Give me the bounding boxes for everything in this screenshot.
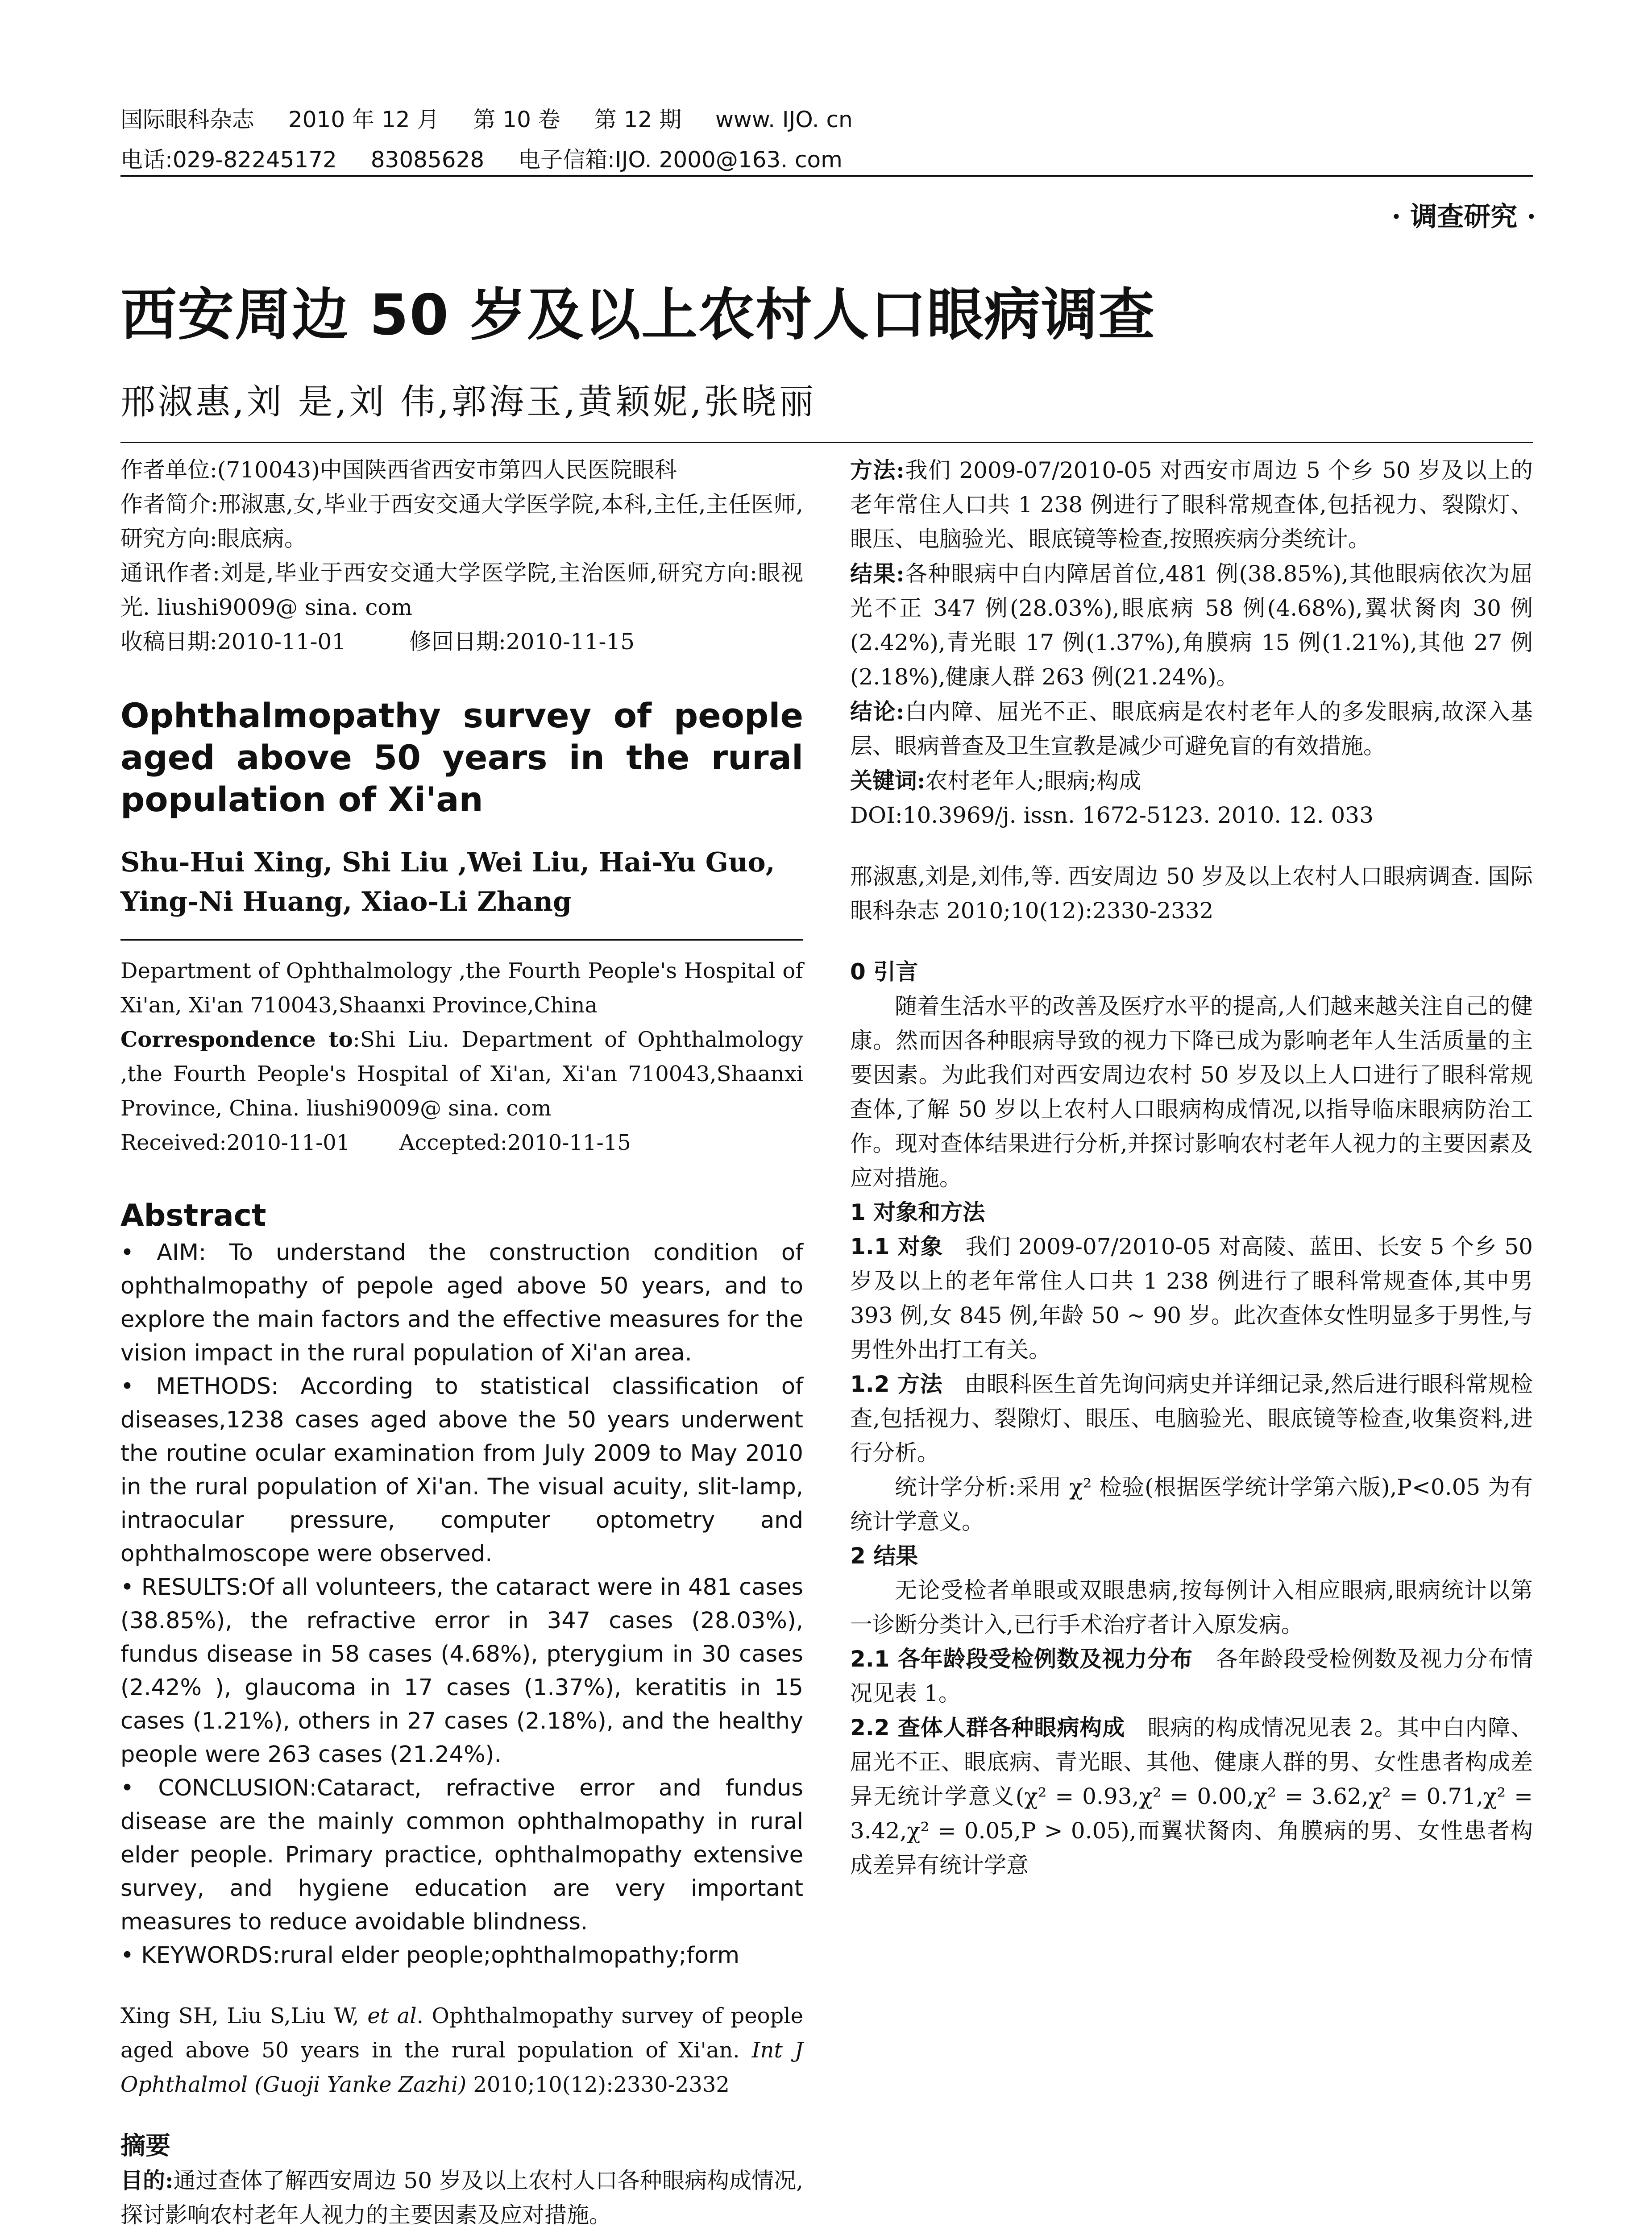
phone-secondary: 83085628: [370, 147, 485, 173]
authors-cn: 邢淑惠,刘 是,刘 伟,郭海玉,黄颖妮,张晓丽: [120, 382, 817, 422]
correspondence-en: [120, 1023, 803, 1126]
zh-results-text: 各种眼病中白内障居首位,481 例(38.85%),其他眼病依次为屈光不正 347 例(28.03%),眼底病 58 例(4.68%),翼状胬肉 30 例(2.42%),青光眼 17 例(1.37%),角膜病 15 例(1.21%),其他 27 例(2.18%),健康人群 263 例(21.24%)。: [850, 561, 1533, 690]
section-2-1-text: 各年龄段受检例数及视力分布情况见表 1。: [850, 1646, 1533, 1706]
affiliation-en: Department of Ophthalmology ,the Fourth People's Hospital of Xi'an, Xi'an 710043,Shaanxi Province,China: [120, 958, 803, 1018]
accepted-date-en: Accepted:2010-11-15: [399, 1130, 631, 1155]
section-1-1: [850, 1230, 1533, 1367]
zh-conclusion-text: 白内障、屈光不正、眼底病是农村老年人的多发眼病,故深入基层、眼病普查及卫生宣教是减少可避免盲的有效措施。: [850, 699, 1533, 759]
received-date-cn: 收稿日期:2010-11-01: [120, 629, 346, 655]
section-1-1-text: 我们 2009-07/2010-05 对高陵、蓝田、长安 5 个乡 50 岁及以上的老年常住人口共 1 238 例进行了眼科常规查体,其中男 393 例,女 845 例,年龄 50 ~ 90 岁。此次查体女性明显多于男性,与男性外出打工有关。: [850, 1234, 1533, 1363]
citation-en-title: . Ophthalmopathy survey of people aged above 50 years in the rural population of Xi'an.: [120, 2003, 804, 2063]
abstract-heading: Abstract: [120, 1198, 266, 1233]
author-bio: 作者简介:邢淑惠,女,毕业于西安交通大学医学院,本科,主任,主任医师,研究方向:眼底病。: [120, 491, 803, 552]
issue-date: 2010 年 12 月: [288, 107, 440, 133]
zh-aim-label: 目的:: [120, 2167, 174, 2194]
phone: 电话:029-82245172: [120, 147, 337, 173]
abstract-results: • RESULTS:Of all volunteers, the cataract were in 481 cases (38.85%), the refractive error in 347 cases (28.03%), fundus disease in 58 cases (4.68%), pterygium in 30 cases (2.42% ), glaucoma in 17 cases (1.37%), keratitis in 15 cases (1.21%), others in 27 cases (2.18%), and the healthy people were 263 cases (21.24%).: [120, 1574, 803, 1768]
zh-conclusion-label: 结论:: [850, 698, 905, 725]
section-2-2-label: 2.2 查体人群各种眼病构成: [850, 1715, 1125, 1741]
citation-en: [120, 1999, 803, 2102]
article-title-cn: 西安周边 50 岁及以上农村人口眼病调查: [120, 282, 1156, 348]
left-column: [120, 453, 803, 2231]
zh-keywords-text: 农村老年人;眼病;构成: [925, 768, 1141, 794]
email: 电子信箱:IJO. 2000@163. com: [518, 147, 843, 173]
zh-abstract-conclusion: [850, 694, 1533, 763]
website: www. IJO. cn: [715, 107, 853, 133]
section-2-2: [850, 1711, 1533, 1883]
zh-results-label: 结果:: [850, 560, 905, 587]
citation-en-authors: Xing SH, Liu S,Liu W,: [120, 2003, 359, 2028]
dates-cn: [120, 625, 803, 659]
dates-en: [120, 1126, 803, 1160]
section-1-2-stat: 统计学分析:采用 χ² 检验(根据医学统计学第六版),P<0.05 为有统计学意义。: [850, 1474, 1533, 1534]
article-title-en: Ophthalmopathy survey of people aged above 50 years in the rural population of Xi'an: [120, 696, 803, 819]
revised-date-cn: 修回日期:2010-11-15: [409, 629, 635, 655]
volume: 第 10 卷: [473, 107, 560, 133]
citation-en-volume: 2010;10(12):2330-2332: [473, 2072, 730, 2097]
correspondence-text: :Shi Liu. Department of Ophthalmology ,the Fourth People's Hospital of Xi'an, Xi'an 710043,Shaanxi Province, China. liushi9009@ sina. com: [120, 1027, 804, 1121]
zh-methods-label: 方法:: [850, 457, 905, 483]
section-2-1-label: 2.1 各年龄段受检例数及视力分布: [850, 1646, 1193, 1672]
journal-name: 国际眼科杂志: [120, 107, 254, 133]
received-date-en: Received:2010-11-01: [120, 1130, 350, 1155]
zh-abstract-keywords: [850, 763, 1533, 798]
header-rule: [120, 175, 1533, 177]
section-0-text: 随着生活水平的改善及医疗水平的提高,人们越来越关注自己的健康。然而因各种眼病导致的视力下降已成为影响老年人生活质量的主要因素。为此我们对西安周边农村 50 岁及以上人口进行了眼科常规查体,了解 50 岁以上农村人口眼病构成情况,以指导临床眼病防治工作。现对查体结果进行分析,并探讨影响农村老年人视力的主要因素及应对措施。: [850, 993, 1533, 1191]
running-header-line2: [120, 142, 869, 174]
title-rule: [120, 442, 1533, 443]
zh-abstract-methods: [850, 453, 1533, 556]
zh-abstract-heading: 摘要: [120, 2131, 170, 2161]
section-1-1-label: 1.1 对象: [850, 1234, 943, 1260]
section-1-2-label: 1.2 方法: [850, 1371, 942, 1397]
zh-methods-text: 我们 2009-07/2010-05 对西安市周边 5 个乡 50 岁及以上的老年常住人口共 1 238 例进行了眼科常规查体,包括视力、裂隙灯、眼压、电脑验光、眼底镜等检查,按照疾病分类统计。: [850, 457, 1533, 552]
affiliation-unit: 作者单位:(710043)中国陕西省西安市第四人民医院眼科: [120, 457, 677, 483]
right-column: [850, 453, 1533, 1883]
section-1-heading: 1 对象和方法: [850, 1199, 985, 1225]
correspondence-label: Correspondence to: [120, 1027, 353, 1052]
zh-abstract-aim: [120, 2163, 803, 2231]
authors-en: Shu-Hui Xing, Shi Liu ,Wei Liu, Hai-Yu Guo, Ying-Ni Huang, Xiao-Li Zhang: [120, 847, 775, 917]
citation-en-etal: et al: [367, 2003, 417, 2028]
section-2-1: [850, 1642, 1533, 1711]
citation-en-journal: Int J Ophthalmol (Guoji Yanke Zazhi): [120, 2038, 804, 2097]
section-0-heading: 0 引言: [850, 959, 918, 985]
abstract-methods: • METHODS: According to statistical classification of diseases,1238 cases aged above the 50 years underwent the routine ocular examination from July 2009 to May 2010 in the rural population of Xi'an. The visual acuity, slit-lamp, intraocular pressure, computer optometry and ophthalmoscope were observed.: [120, 1373, 803, 1567]
zh-aim-text: 通过查体了解西安周边 50 岁及以上农村人口各种眼病构成情况,探讨影响农村老年人视力的主要因素及应对措施。: [120, 2168, 803, 2228]
section-1-2-text: 由眼科医生首先询问病史并详细记录,然后进行眼科常规检查,包括视力、裂隙灯、眼压、电脑验光、眼底镜等检查,收集资料,进行分析。: [850, 1371, 1533, 1466]
section-1-2: [850, 1367, 1533, 1470]
abstract-keywords: • KEYWORDS:rural elder people;ophthalmopathy;form: [120, 1942, 740, 1969]
doi: DOI:10.3969/j. issn. 1672-5123. 2010. 12. 033: [850, 802, 1374, 828]
authors-rule: [120, 939, 803, 941]
issue: 第 12 期: [594, 107, 682, 133]
section-2-heading: 2 结果: [850, 1543, 918, 1569]
corresponding-author-cn: 通讯作者:刘是,毕业于西安交通大学医学院,主治医师,研究方向:眼视光. liushi9009@ sina. com: [120, 560, 803, 620]
zh-abstract-results: [850, 556, 1533, 694]
citation-cn: 邢淑惠,刘是,刘伟,等. 西安周边 50 岁及以上农村人口眼病调查. 国际眼科杂志 2010;10(12):2330-2332: [850, 863, 1533, 924]
abstract-aim: • AIM: To understand the construction condition of ophthalmopathy of pepole aged above 50 years, and to explore the main factors and the effective measures for the vision impact in the rural population of Xi'an area.: [120, 1240, 803, 1366]
section-2-text: 无论受检者单眼或双眼患病,按每例计入相应眼病,眼病统计以第一诊断分类计入,已行手术治疗者计入原发病。: [850, 1577, 1533, 1638]
abstract-conclusion: • CONCLUSION:Cataract, refractive error and fundus disease are the mainly common ophthalmopathy in rural elder people. Primary practice, ophthalmopathy extensive survey, and hygiene education are very important measures to reduce avoidable blindness.: [120, 1775, 803, 1935]
running-header-line1: [120, 102, 880, 134]
section-2-2-text: 眼病的构成情况见表 2。其中白内障、屈光不正、眼底病、青光眼、其他、健康人群的男、女性患者构成差异无统计学意义(χ² = 0.93,χ² = 0.00,χ² = 3.62,χ² = 0.71,χ² = 3.42,χ² = 0.05,P > 0.05),而翼状胬肉、角膜病的男、女性患者构成差异有统计学意: [850, 1715, 1533, 1878]
zh-keywords-label: 关键词:: [850, 767, 926, 794]
column-tag: · 调查研究 ·: [1391, 201, 1536, 232]
